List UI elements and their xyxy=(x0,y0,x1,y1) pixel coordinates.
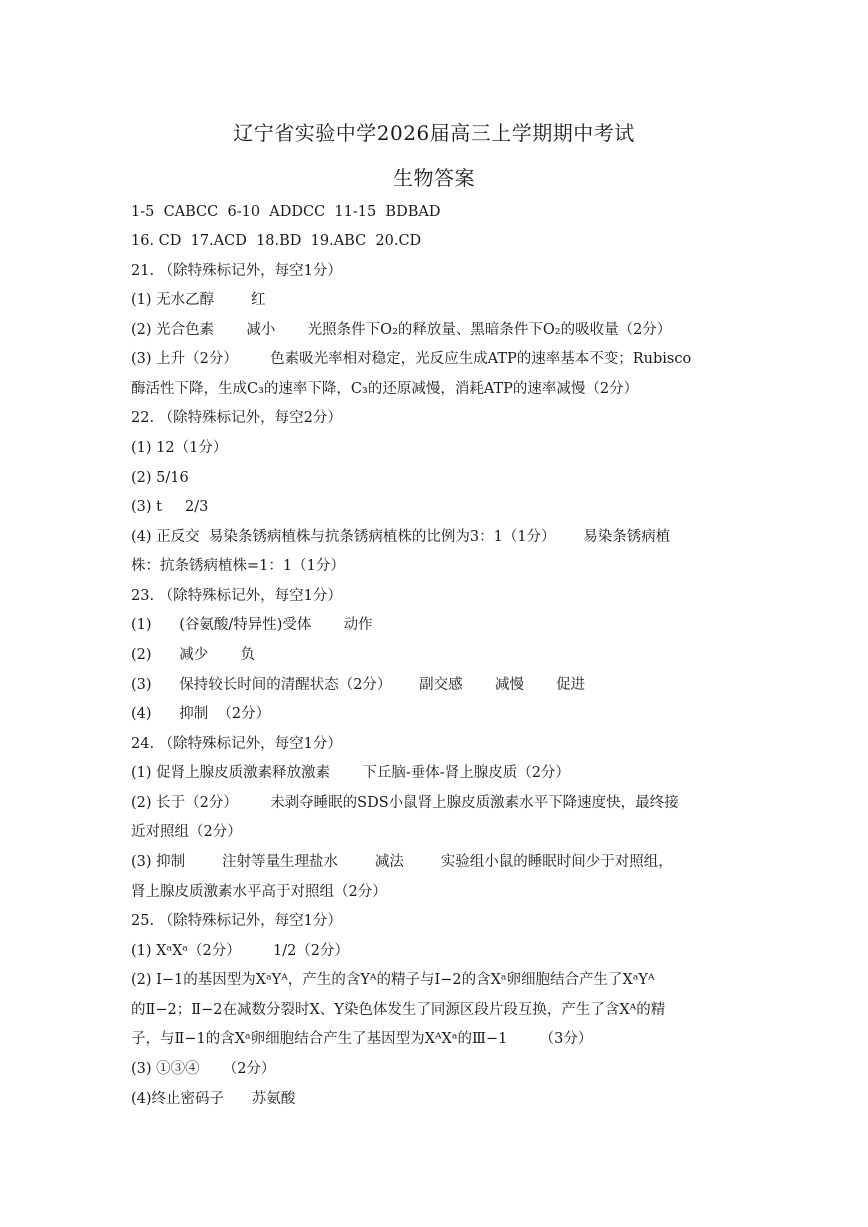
answer-line: (1) XᵃXᵃ（2分） 1/2（2分） xyxy=(131,943,350,959)
section-heading-22: 22. （除特殊标记外，每空2分） xyxy=(131,410,342,426)
answer-line: 株：抗条锈病植株=1：1（1分） xyxy=(131,558,345,574)
section-heading-21: 21. （除特殊标记外，每空1分） xyxy=(131,263,342,279)
answer-line: (2) 5/16 xyxy=(131,470,189,486)
answer-line: (3) t 2/3 xyxy=(131,499,209,515)
answer-line: 肾上腺皮质激素水平高于对照组（2分） xyxy=(131,884,387,900)
answer-line: (2) 长于（2分） 未剥夺睡眠的SDS小鼠肾上腺皮质激素水平下降速度快，最终接 xyxy=(131,795,679,811)
section-heading-25: 25. （除特殊标记外，每空1分） xyxy=(131,913,342,929)
answer-line: (2) 光合色素 减小 光照条件下O₂的释放量、黑暗条件下O₂的吸收量（2分） xyxy=(131,322,672,338)
answer-line: (4)终止密码子 苏氨酸 xyxy=(131,1091,296,1107)
answer-line: (3) 上升（2分） 色素吸光率相对稳定，光反应生成ATP的速率基本不变；Rubisco xyxy=(131,351,692,367)
answer-line: (4) 正反交 易染条锈病植株与抗条锈病植株的比例为3：1（1分） 易染条锈病植 xyxy=(131,529,671,545)
answer-line: (1) 无水乙醇 红 xyxy=(131,292,266,308)
document-subtitle: 生物答案 xyxy=(393,166,475,190)
answer-line: 16. CD 17.ACD 18.BD 19.ABC 20.CD xyxy=(131,233,422,249)
answer-line: (1) (谷氨酸/特异性)受体 动作 xyxy=(131,617,373,633)
answer-line: (2) 减少 负 xyxy=(131,647,255,663)
answer-line: 1-5 CABCC 6-10 ADDCC 11-15 BDBAD xyxy=(131,204,441,220)
answer-line: (3) ①③④ （2分） xyxy=(131,1061,276,1077)
section-heading-24: 24. （除特殊标记外，每空1分） xyxy=(131,736,342,752)
answer-line: (2) Ⅰ−1的基因型为XᵃYᴬ，产生的含Yᴬ的精子与Ⅰ−2的含Xᵃ卵细胞结合产生了XᵃYᴬ xyxy=(131,972,655,988)
answer-line: 近对照组（2分） xyxy=(131,824,242,840)
answer-line: (1) 促肾上腺皮质激素释放激素 下丘脑-垂体-肾上腺皮质（2分） xyxy=(131,765,570,781)
answer-line: (3) 保持较长时间的清醒状态（2分） 副交感 减慢 促进 xyxy=(131,677,586,693)
answer-line: 子，与Ⅱ−1的含Xᵃ卵细胞结合产生了基因型为XᴬXᵃ的Ⅲ−1 （3分） xyxy=(131,1031,593,1047)
document-title: 辽宁省实验中学2026届高三上学期期中考试 xyxy=(233,121,635,145)
answer-line: (4) 抑制 （2分） xyxy=(131,706,271,722)
answer-line: 的Ⅱ−2；Ⅱ−2在减数分裂时X、Y染色体发生了同源区段片段互换，产生了含Xᴬ的精 xyxy=(131,1002,666,1018)
answer-line: 酶活性下降，生成C₃的速率下降，C₃的还原减慢，消耗ATP的速率减慢（2分） xyxy=(131,381,639,397)
answer-line: (1) 12（1分） xyxy=(131,440,228,456)
answer-line: (3) 抑制 注射等量生理盐水 减法 实验组小鼠的睡眠时间少于对照组， xyxy=(131,854,673,870)
section-heading-23: 23. （除特殊标记外，每空1分） xyxy=(131,588,342,604)
